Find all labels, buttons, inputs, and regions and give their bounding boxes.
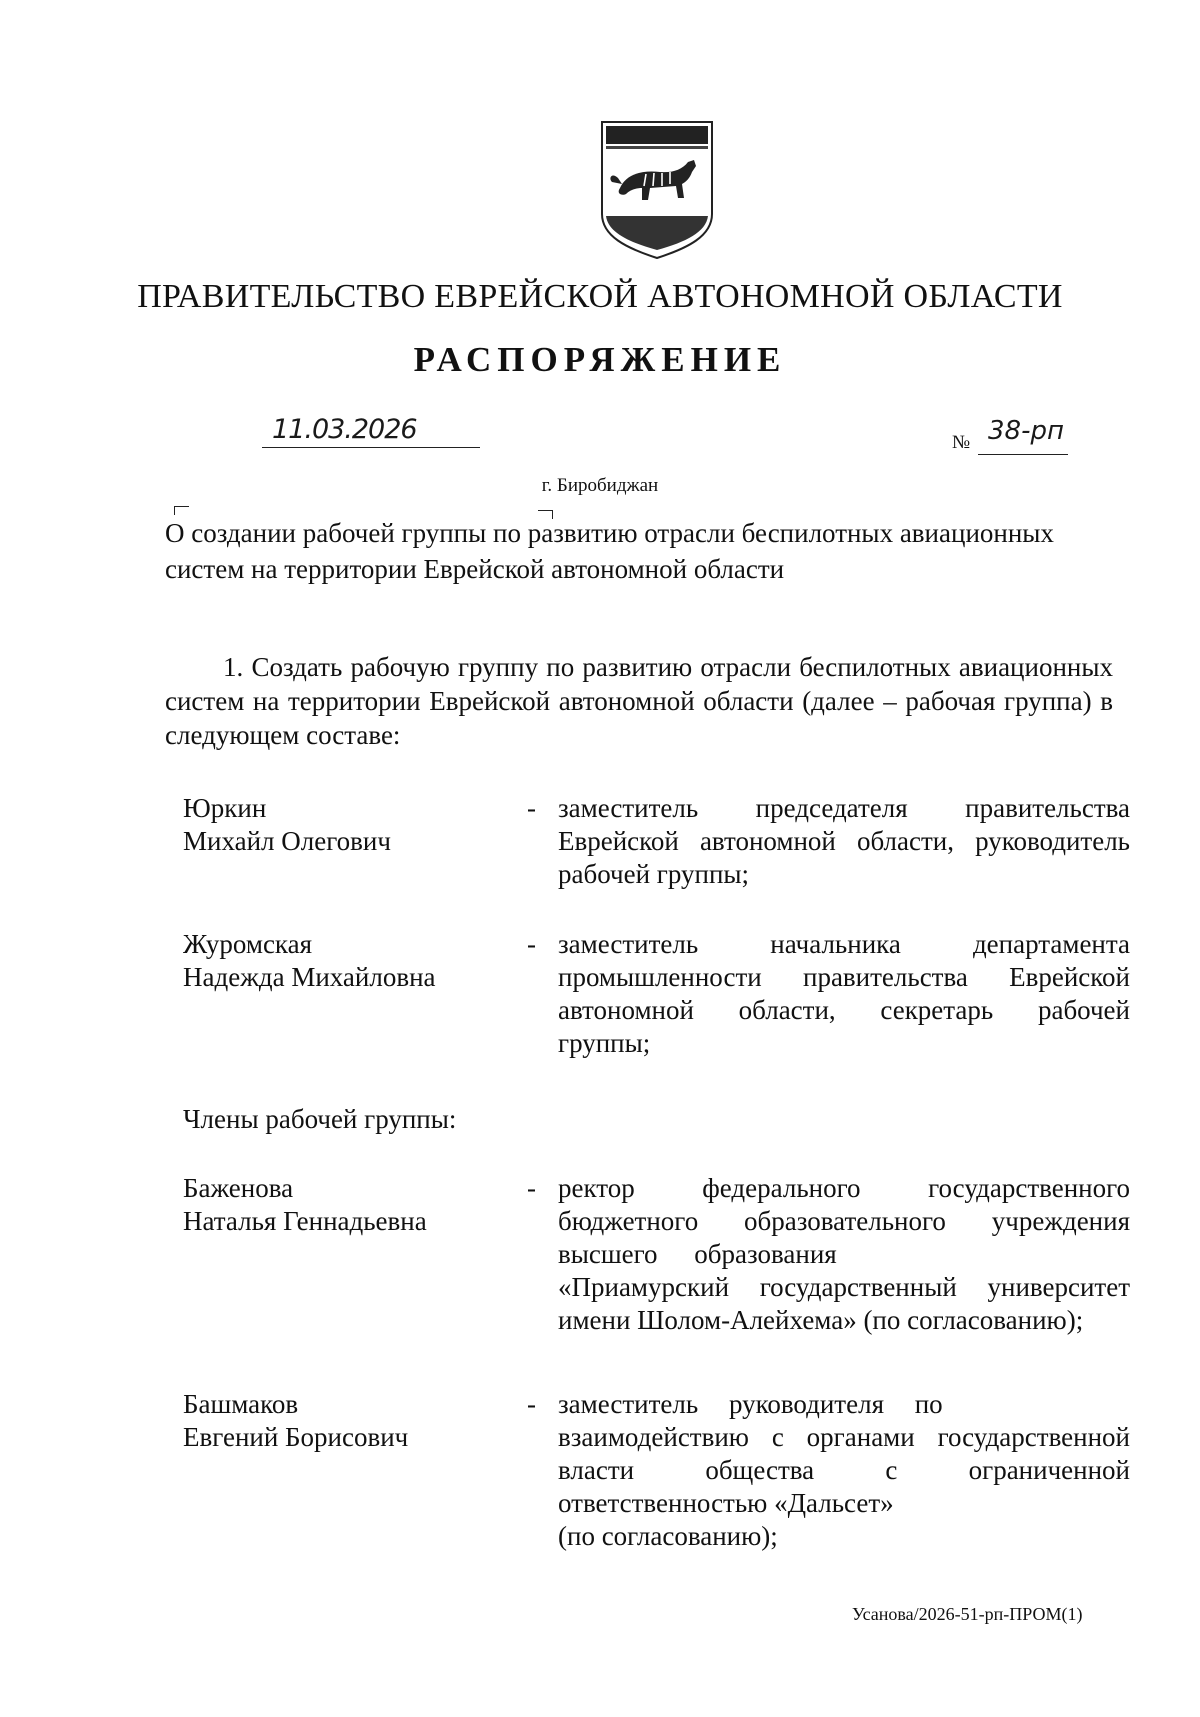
role-line: «Приамурский государственный университет [558, 1272, 1130, 1302]
handwritten-date: 11.03.2026 [272, 414, 417, 445]
role-line: заместитель руководителя по [558, 1389, 943, 1419]
role-line: заместитель начальника департамента [558, 929, 1130, 959]
document-type-heading: РАСПОРЯЖЕНИЕ [413, 340, 787, 379]
members-section-label: Члены рабочей группы: [183, 1104, 457, 1134]
date-underline [262, 447, 480, 448]
role-line: власти общества с ограниченной [558, 1455, 1130, 1485]
member-name [183, 1388, 503, 1454]
member-name [183, 1172, 503, 1238]
role-line: промышленности правительства Еврейской [558, 962, 1130, 992]
member-surname: Башмаков [183, 1389, 299, 1419]
coat-of-arms-emblem [598, 118, 716, 262]
member-name [183, 792, 503, 858]
member-role [558, 792, 1130, 891]
member-role [558, 1172, 1130, 1337]
member-surname: Юркин [183, 793, 267, 823]
role-line: имени Шолом-Алейхема» (по согласованию); [558, 1305, 1084, 1335]
paragraph-1: 1. Создать рабочую группу по развитию отрасли беспилотных авиационных систем на территории Еврейской автономной области (далее – рабочая группа) в следующем составе: [165, 652, 1113, 750]
number-label: № [952, 432, 971, 453]
role-line: (по согласованию); [558, 1521, 778, 1551]
member-given-names: Надежда Михайловна [183, 962, 436, 992]
role-line: заместитель председателя правительства [558, 793, 1130, 823]
handwritten-number: 38-рп [988, 416, 1064, 446]
member-dash: - [527, 793, 536, 823]
member-surname: Баженова [183, 1173, 294, 1203]
footer-reference: Усанова/2026-51-рп-ПРОМ(1) [852, 1604, 1083, 1624]
organization-title: ПРАВИТЕЛЬСТВО ЕВРЕЙСКОЙ АВТОНОМНОЙ ОБЛАСТИ [137, 278, 1063, 315]
subject-corner-mark-left [174, 506, 189, 515]
role-line: высшего образования [558, 1239, 837, 1269]
member-dash: - [527, 1173, 536, 1203]
member-given-names: Евгений Борисович [183, 1422, 409, 1452]
role-line: ректор федерального государственного [558, 1173, 1130, 1203]
role-line: автономной области, секретарь рабочей [558, 995, 1130, 1025]
member-given-names: Михайл Олегович [183, 826, 391, 856]
city-name: г. Биробиджан [541, 475, 659, 496]
role-line: Еврейской автономной области, руководитель [558, 826, 1130, 856]
role-line: бюджетного образовательного учреждения [558, 1206, 1130, 1236]
role-line: группы; [558, 1028, 651, 1058]
member-surname: Журомская [183, 929, 313, 959]
member-name [183, 928, 503, 994]
role-line: взаимодействию с органами государственной [558, 1422, 1130, 1452]
member-dash: - [527, 929, 536, 959]
role-line: рабочей группы; [558, 859, 750, 889]
number-underline [978, 454, 1068, 455]
document-subject: О создании рабочей группы по развитию отрасли беспилотных авиационных систем на территории Еврейской автономной области [165, 518, 1054, 584]
member-role [558, 928, 1130, 1060]
member-role [558, 1388, 1130, 1553]
role-line: ответственностью «Дальсет» [558, 1488, 894, 1518]
member-dash: - [527, 1389, 536, 1419]
member-given-names: Наталья Геннадьевна [183, 1206, 427, 1236]
